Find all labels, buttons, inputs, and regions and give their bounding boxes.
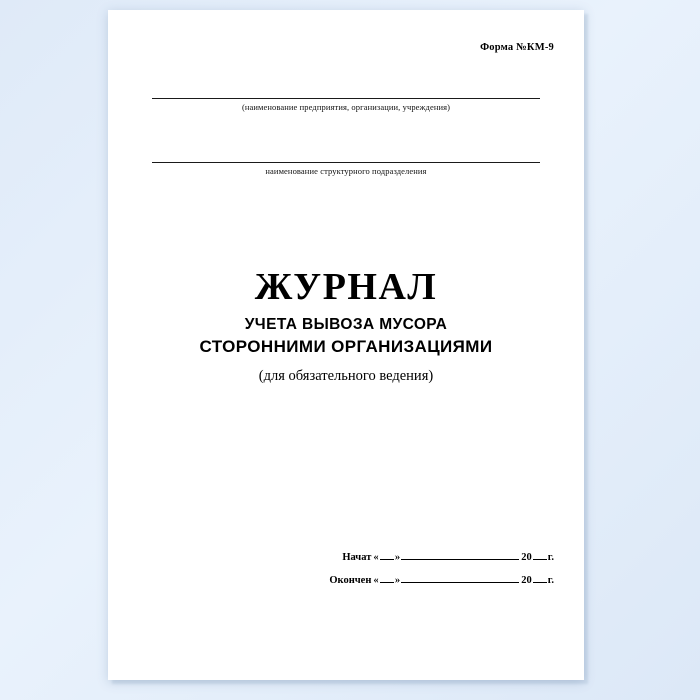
started-quote-open: « xyxy=(373,552,379,563)
page-title-note: (для обязательного ведения) xyxy=(258,367,434,384)
document-footer xyxy=(284,550,554,596)
finished-label: Окончен xyxy=(329,575,372,586)
organization-name-caption: (наименование предприятия, организации, учреждения) xyxy=(241,102,451,112)
finished-quote-close: » xyxy=(394,575,401,586)
finished-year-prefix: 20 xyxy=(521,575,532,586)
page-subtitle-line-1: УЧЕТА ВЫВОЗА МУСОРА xyxy=(244,315,448,333)
finished-year-field[interactable] xyxy=(533,573,547,583)
started-label: Начат xyxy=(342,552,372,563)
started-day-field[interactable] xyxy=(380,550,394,560)
started-year-prefix: 20 xyxy=(521,552,532,563)
finished-year-unit: г. xyxy=(547,575,554,586)
document-page xyxy=(108,10,584,680)
organization-name-rule xyxy=(152,98,540,99)
subdivision-name-caption: наименование структурного подразделения xyxy=(265,166,427,176)
finished-month-field[interactable] xyxy=(401,573,519,583)
page-title: ЖУРНАЛ xyxy=(254,266,438,308)
organization-name-field[interactable] xyxy=(152,98,540,112)
finished-day-field[interactable] xyxy=(380,573,394,583)
started-date-row[interactable] xyxy=(284,550,554,563)
subdivision-name-field[interactable] xyxy=(152,162,540,176)
started-quote-close: » xyxy=(394,552,401,563)
started-year-field[interactable] xyxy=(533,550,547,560)
started-month-field[interactable] xyxy=(401,550,519,560)
subdivision-name-rule xyxy=(152,162,540,163)
form-code-label: Форма №КМ-9 xyxy=(480,42,554,53)
page-subtitle-line-2: СТОРОННИМИ ОРГАНИЗАЦИЯМИ xyxy=(199,336,493,356)
started-year-unit: г. xyxy=(547,552,554,563)
document-title-block xyxy=(108,268,584,385)
finished-date-row[interactable] xyxy=(284,573,554,586)
finished-quote-open: « xyxy=(373,575,379,586)
